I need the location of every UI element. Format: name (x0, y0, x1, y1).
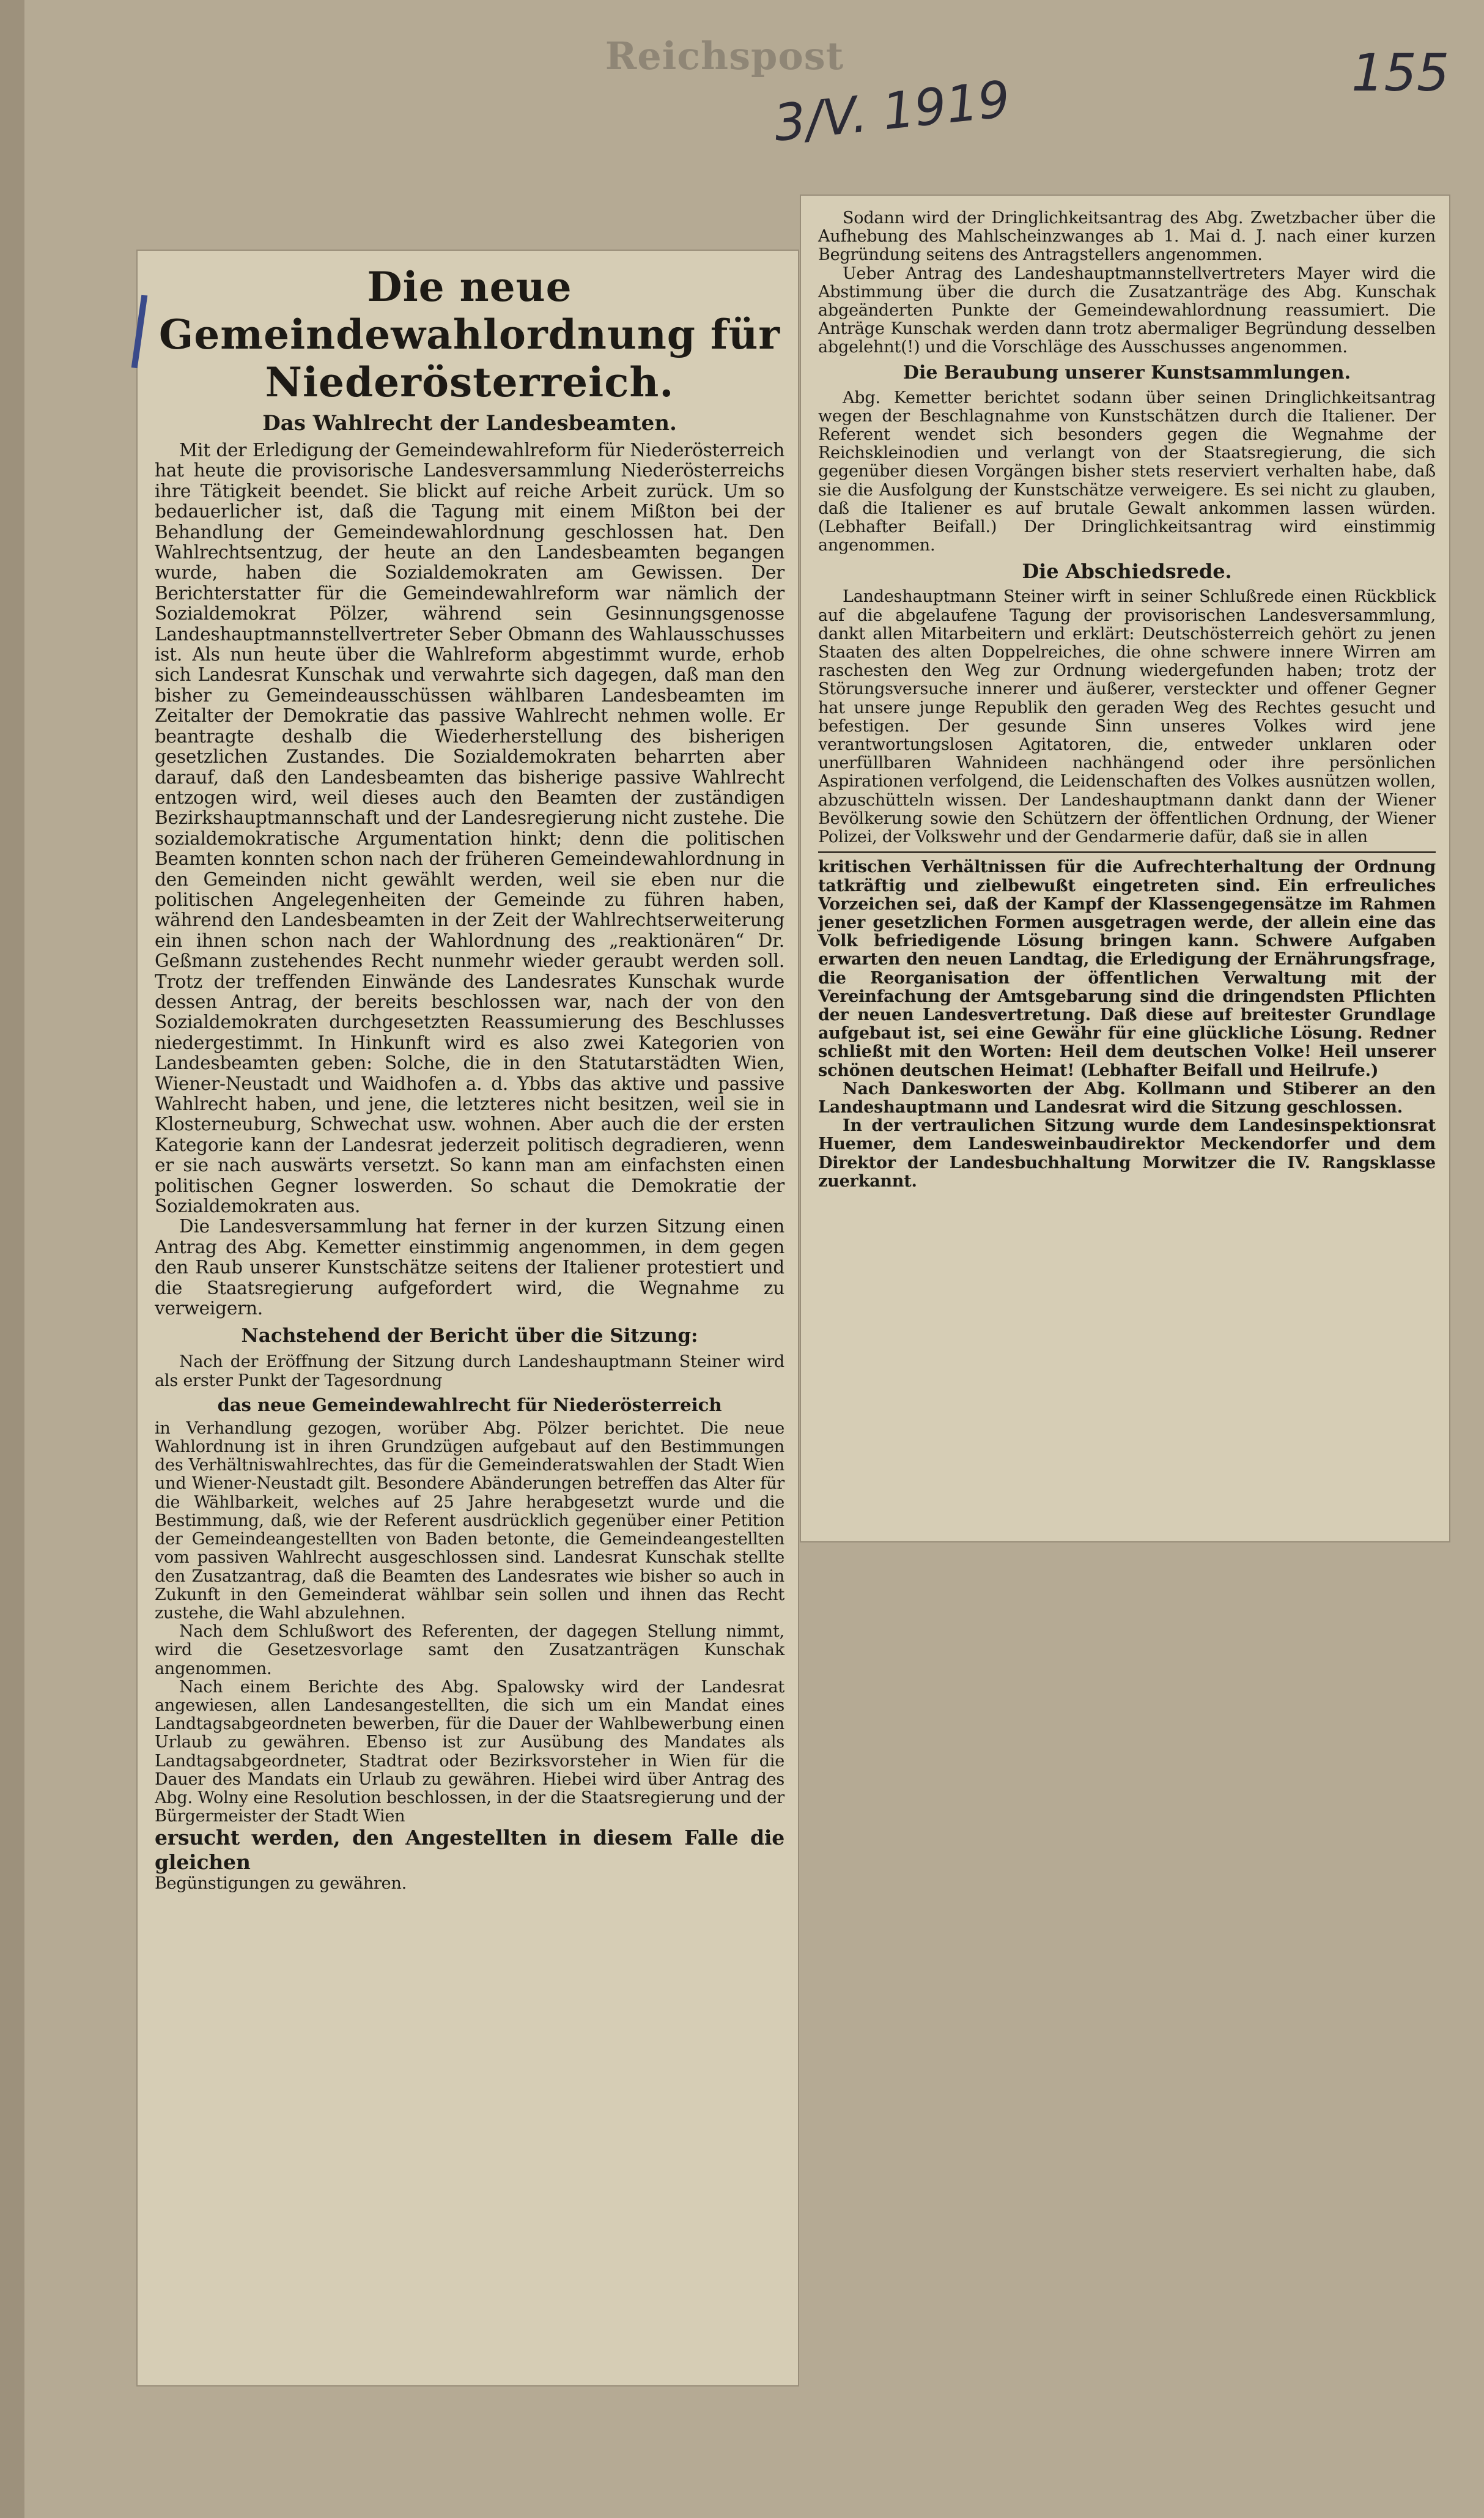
paragraph: Landeshauptmann Steiner wirft in seiner Schlußrede einen Rückblick auf die abgelaufene Tagung der provisorischen Landesversammlung, dankt allen Mitarbeitern und erklärt: Deutschösterreich gehört zu jenen Staaten des alten Doppelreiches, die ohne schwere innere Wirren am raschesten den Weg zur Ordnung wiedergefunden haben; trotz der Störungsversuche innerer und äußerer, versteckter und offener Gegner hat unsere junge Republik den geraden Weg des Rechtes gesucht und befestigen. Der gesunde Sinn unseres Volkes wird jene verantwortungslosen Agitatoren, die, entweder unklaren oder unerfüllbaren Wahnideen nachhängend oder ihre persönlichen Aspirationen verfolgend, die Leidenschaften des Volkes ausnützen wollen, abzuschütteln wissen. Der Landeshauptmann dankt dann der Wiener Bevölkerung sowie den Schützern der öffentlichen Ordnung, der Wiener Polizei, der Volkswehr und der Gendarmerie dafür, daß sie in allen (818, 587, 1436, 847)
paragraph: Nach Dankesworten der Abg. Kollmann und Stiberer an den Landeshauptmann und Landesrat wird die Sitzung geschlossen. (818, 1079, 1436, 1117)
clipping-left-column (138, 251, 798, 2385)
column-rule (818, 851, 1436, 853)
paragraph: Die Landesversammlung hat ferner in der kurzen Sitzung einen Antrag des Abg. Kemetter einstimmig angenommen, in dem gegen den Raub unserer Kunstschätze seitens der Italiener protestiert und die Staatsregierung aufgefordert wird, die Wegnahme zu verweigern. (155, 1216, 784, 1319)
paragraph: Nach einem Berichte des Abg. Spalowsky wird der Landesrat angewiesen, allen Landesangestellten, die sich um ein Mandat eines Landtagsabgeordneten bewerben, für die Dauer der Wahlbewerbung einen Urlaub zu gewähren. Ebenso ist zur Ausübung des Mandates als Landtagsabgeordneter, Stadtrat oder Bezirksvorsteher in Wien für die Dauer des Mandats ein Urlaub zu gewähren. Hiebei wird über Antrag des Abg. Wolny eine Resolution beschlossen, in der die Staatsregierung und der Bürgermeister der Stadt Wien (155, 1677, 784, 1826)
paragraph: in Verhandlung gezogen, worüber Abg. Pölzer berichtet. Die neue Wahlordnung ist in ihren Grundzügen aufgebaut auf den Bestimmungen des Verhältniswahlrechtes, das für die Gemeinderatswahlen der Stadt Wien und Wiener-Neustadt gilt. Besondere Abänderungen betreffen das Alter für die Wählbarkeit, welches auf 25 Jahre herabgesetzt wurde und die Bestimmung, daß, wie der Referent ausdrücklich gegenüber einer Petition der Gemeindeangestellten von Baden betonte, die Gemeindeangestellten vom passiven Wahlrecht ausgeschlossen sind. Landesrat Kunschak stellte den Zusatzantrag, daß die Beamten des Landesrates wie bisher so auch in Zukunft in den Gemeinderat wählbar sein sollen und ihnen das Recht zustehe, die Wahl abzulehnen. (155, 1418, 784, 1623)
paper-left-edge (0, 0, 26, 2518)
article-title: Die neue Gemeindewahlordnung für Niederösterreich. (158, 263, 781, 406)
paragraph: Sodann wird der Dringlichkeitsantrag des Abg. Zwetzbacher über die Aufhebung des Mahlscheinzwanges ab 1. Mai d. J. nach einer kurzen Begründung seitens des Antragstellers angenommen. (818, 209, 1436, 265)
paragraph: Mit der Erledigung der Gemeindewahlreform für Niederösterreich hat heute die provisorische Landesversammlung Niederösterreichs ihre Tätigkeit beendet. Sie blickt auf reiche Arbeit zurück. Um so bedauerlicher ist, daß die Tagung mit einem Mißton bei der Behandlung der Gemeindewahlordnung geschlossen hat. Den Wahlrechtsentzug, der heute an den Landesbeamten begangen wurde, haben die Sozialdemokraten am Gewissen. Der Berichterstatter für die Gemeindewahlreform war nämlich der Sozialdemokrat Pölzer, während sein Gesinnungsgenosse Landeshauptmannstellvertreter Seber Obmann des Wahlausschusses ist. Als nun heute über die Wahlreform abgestimmt wurde, erhob sich Landesrat Kunschak und verwahrte sich dagegen, daß man den bisher zu Gemeindeausschüssen wählbaren Landesbeamten im Zeitalter der Demokratie das passive Wahlrecht nehmen wolle. Er beantragte deshalb die Wiederherstellung des bisherigen gesetzlichen Zustandes. Die Sozialdemokraten beharrten aber darauf, daß den Landesbeamten das bisherige passive Wahlrecht entzogen wird, weil dieses auch den Beamten der zuständigen Bezirkshauptmannschaft und der Landesregierung nicht zustehe. Die sozialdemokratische Argumentation hinkt; denn die politischen Beamten konnten schon nach der früheren Gemeindewahlordnung in den Gemeinden nicht gewählt werden, weil sie eben nur die politischen Angelegenheiten der Gemeinde zu führen haben, während den Landesbeamten in der Zeit der Wahlrechtserweiterung ein ihnen schon nach der Wahlordnung des „reaktionären“ Dr. Geßmann zustehendes Recht nunmehr wieder geraubt werden soll. Trotz der treffenden Einwände des Landesrates Kunschak wurde dessen Antrag, der bereits beschlossen war, nach der von den Sozialdemokraten durchgesetzten Reassumierung des Beschlusses niedergestimmt. In Hinkunft wird es also zwei Kategorien von Landesbeamten geben: Solche, die in den Statutarstädten Wien, Wiener-Neustadt und Waidhofen a. d. Ybbs das aktive und passive Wahlrecht haben, und jene, die letzteres nicht besitzen, weil sie in Klosterneuburg, Schwechat usw. wohnen. Aber auch die der ersten Kategorie kann der Landesrat jederzeit politisch degradieren, wenn er sie nach auswärts versetzt. So kann man am einfachsten einen politischen Gegner loswerden. So schaut die Demokratie der Sozialdemokraten aus. (155, 440, 784, 1217)
paragraph: kritischen Verhältnissen für die Aufrechterhaltung der Ordnung tatkräftig und zielbewußt eingetreten sind. Ein erfreuliches Vorzeichen sei, daß der Kampf der Klassengegensätze im Rahmen jener gesetzlichen Formen ausgetragen werde, der allein eine das Volk befriedigende Lösung bringen kann. Schwere Aufgaben erwarten den neuen Landtag, die Erledigung der Ernährungsfrage, die Reorganisation der öffentlichen Verwaltung mit der Vereinfachung der Amtsgebarung sind die dringendsten Pflichten der neuen Landesvertretung. Daß diese auf breitester Grundlage aufgebaut ist, sei eine Gewähr für eine glückliche Lösung. Redner schließt mit den Worten: Heil dem deutschen Volke! Heil unserer schönen deutschen Heimat! (Lebhafter Beifall und Heilrufe.) (818, 857, 1436, 1080)
handwritten-date: 3/V. 1919 (771, 70, 1013, 153)
paragraph: Abg. Kemetter berichtet sodann über seinen Dringlichkeitsantrag wegen der Beschlagnahme von Kunstschätzen durch die Italiener. Der Referent wendet sich besonders gegen die Wegnahme der Reichskleinodien und verlangt von der Staatsregierung, die sich gegenüber diesen Vorgängen bisher stets reserviert verhalten habe, daß sie die Ausfolgung der Kunstschätze verweigere. Es sei nicht zu glauben, daß die Italiener es auf brutale Gewalt ankommen lassen würden. (Lebhafter Beifall.) Der Dringlichkeitsantrag wird einstimmig angenommen. (818, 388, 1436, 555)
paragraph: Nach dem Schlußwort des Referenten, der dagegen Stellung nimmt, wird die Gesetzesvorlage samt den Zusatzanträgen Kunschak angenommen. (155, 1622, 784, 1678)
paragraph: Ueber Antrag des Landeshauptmannstellvertreters Mayer wird die Abstimmung über die durch die Zusatzanträge des Abg. Kunschak abgeänderten Punkte der Gemeindewahlordnung reassumiert. Die Anträge Kunschak werden dann trotz abermaliger Begründung desselben abgelehnt(!) und die Vorschläge des Ausschusses angenommen. (818, 264, 1436, 357)
article-subtitle: Das Wahlrecht der Landesbeamten. (262, 411, 677, 435)
paragraph: Nach der Eröffnung der Sitzung durch Landeshauptmann Steiner wird als erster Punkt der Tagesordnung (155, 1352, 784, 1390)
section-heading: Die Abschiedsrede. (1022, 560, 1232, 583)
clipping-right-column (801, 196, 1449, 1541)
paragraph: Begünstigungen zu gewähren. (155, 1874, 407, 1894)
newspaper-source-stamp: Reichspost (605, 34, 844, 78)
report-heading: Nachstehend der Bericht über die Sitzung: (241, 1325, 698, 1347)
section-heading: das neue Gemeindewahlrecht für Niederösterreich (217, 1394, 722, 1415)
paragraph: ersucht werden, den Angestellten in diesem Falle die gleichen (155, 1826, 784, 1875)
handwritten-page-number: 155 (1351, 43, 1450, 103)
section-heading: Die Beraubung unserer Kunstsammlungen. (903, 361, 1351, 383)
paragraph: In der vertraulichen Sitzung wurde dem Landesinspektionsrat Huemer, dem Landesweinbaudirektor Meckendorfer und dem Direktor der Landesbuchhaltung Morwitzer die IV. Rangsklasse zuerkannt. (818, 1116, 1436, 1191)
